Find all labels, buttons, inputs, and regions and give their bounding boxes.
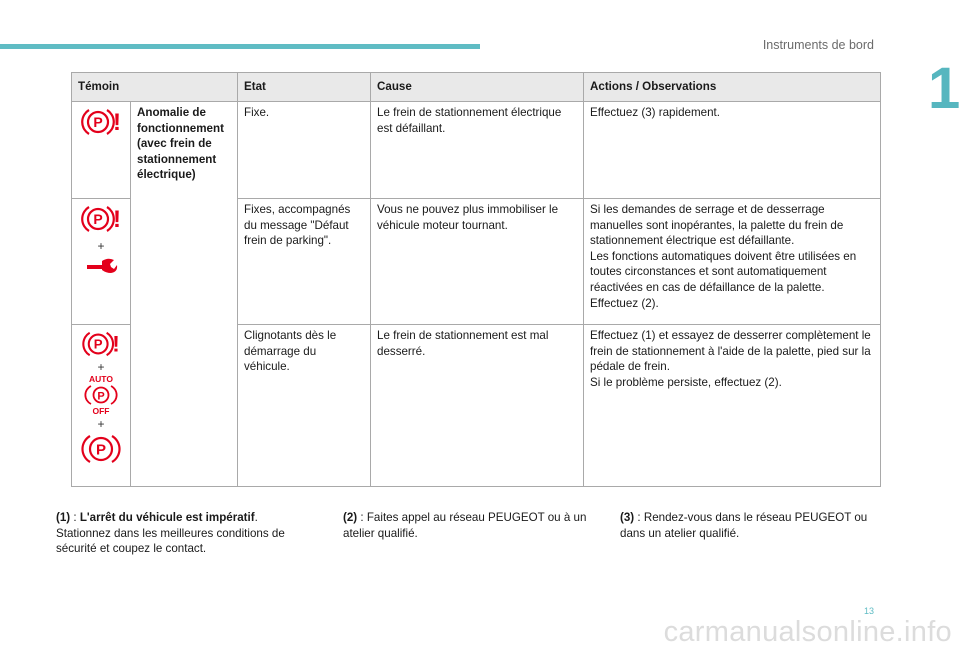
- column-header-actions: Actions / Observations: [584, 73, 881, 102]
- footnote-bold-text: L'arrêt du véhicule est impératif: [79, 511, 255, 524]
- action-line: Effectuez (1) et essayez de desserrer complètement le frein de stationnement à l'aide de la palette, pied sur la pédale de frein.: [590, 329, 871, 374]
- page-number: 13: [863, 606, 874, 616]
- section-title: Instruments de bord: [762, 38, 874, 52]
- etat-cell: Clignotants dès le démarrage du véhicule.: [238, 325, 371, 487]
- actions-cell: [584, 102, 881, 199]
- warning-lights-table: [71, 72, 881, 487]
- icon-exclamation: !: [113, 206, 121, 233]
- table-header-row: [72, 73, 881, 102]
- parking-brake-fault-icon: [80, 328, 122, 360]
- anomaly-label: Anomalie de fonctionnement (avec frein de stationnement électrique): [131, 102, 238, 487]
- chapter-number: 1: [928, 56, 960, 121]
- actions-cell: [584, 199, 881, 325]
- footnote-ref: (2): [343, 511, 358, 524]
- action-line: Effectuez (2).: [590, 296, 659, 310]
- action-line: Si les demandes de serrage et de desserrage manuelles sont inopérantes, la palette du frein de stationnement électrique est défaillante.: [590, 203, 844, 248]
- icon-off-text: OFF: [92, 406, 110, 416]
- cause-cell: Vous ne pouvez plus immobiliser le véhicule moteur tournant.: [371, 199, 584, 325]
- top-accent-bar: [0, 44, 480, 49]
- plus-sign: +: [97, 360, 105, 374]
- wrench-icon: [84, 256, 118, 278]
- footnote-text: Rendez-vous dans le réseau PEUGEOT ou dans un atelier qualifié.: [620, 511, 868, 540]
- icon-auto-text: AUTO: [89, 374, 113, 384]
- icon-exclamation: !: [113, 109, 121, 136]
- icon-letter-p: P: [97, 390, 105, 403]
- icon-letter-p: P: [93, 211, 103, 227]
- action-line: Effectuez (3) rapidement.: [590, 106, 720, 119]
- etat-cell: Fixe.: [238, 102, 371, 199]
- parking-brake-fault-icon: [80, 105, 122, 139]
- footnote-1: (1) : L'arrêt du véhicule est impératif. Stationnez dans les meilleures conditions de sécurité et coupez le contact.: [56, 511, 285, 556]
- column-header-cause: Cause: [371, 73, 584, 102]
- cause-cell: Le frein de stationnement électrique est défaillant.: [371, 102, 584, 199]
- icon-exclamation: !: [112, 331, 120, 357]
- icon-letter-p: P: [93, 336, 103, 352]
- footnote-3: (3) : Rendez-vous dans le réseau PEUGEOT ou dans un atelier qualifié.: [620, 511, 868, 540]
- column-header-temoin: Témoin: [72, 73, 238, 102]
- action-line: Les fonctions automatiques doivent être utilisées en toutes circonstances et sont automatiquement réactivées en cas de défaillance de la palette.: [590, 249, 857, 294]
- temoin-cell: [72, 102, 131, 199]
- auto-off-parking-icon: [83, 374, 119, 416]
- temoin-cell: [72, 199, 131, 325]
- footnote-text: Stationnez dans les meilleures conditions de sécurité et coupez le contact.: [56, 526, 285, 556]
- action-line: Si le problème persiste, effectuez (2).: [590, 375, 782, 389]
- parking-brake-icon: [81, 432, 121, 466]
- footnote-ref: (1): [56, 511, 71, 524]
- temoin-cell: [72, 325, 131, 487]
- actions-cell: [584, 325, 881, 487]
- cause-cell: Le frein de stationnement est mal desserré.: [371, 325, 584, 487]
- icon-letter-p: P: [93, 114, 103, 130]
- icon-letter-p: P: [95, 441, 107, 459]
- watermark: carmanualsonline.info: [663, 616, 952, 648]
- parking-brake-fault-icon: [80, 202, 122, 236]
- table-row: [72, 102, 881, 199]
- footnote-text: Faites appel au réseau PEUGEOT ou à un atelier qualifié.: [343, 511, 587, 540]
- plus-sign: +: [97, 239, 105, 253]
- plus-sign: +: [97, 417, 105, 431]
- footnote-2: (2) : Faites appel au réseau PEUGEOT ou à un atelier qualifié.: [343, 511, 587, 540]
- etat-cell: Fixes, accompagnés du message "Défaut frein de parking".: [238, 199, 371, 325]
- column-header-etat: Etat: [238, 73, 371, 102]
- footnote-ref: (3): [620, 511, 635, 524]
